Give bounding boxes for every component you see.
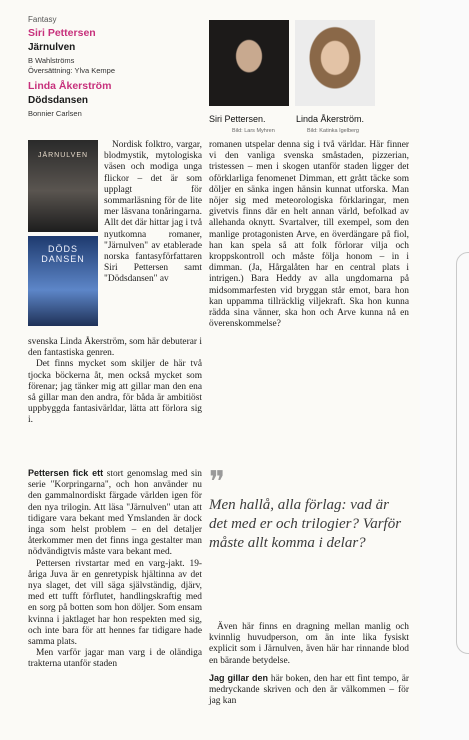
paragraph: Men varför jagar man varg i de oländiga trakterna utanför staden	[28, 648, 202, 670]
section-label: Fantasy	[28, 15, 57, 24]
pull-quote: Men hallå, alla förlag: vad är det med er och trilogier? Varför måste allt komma i delar?	[209, 497, 402, 551]
photo-credit-2: Bild: Katinka Igelberg	[307, 128, 359, 134]
paragraph: Det finns mycket som skiljer de här två tjocka böckerna åt, men också mycket som förenar; jag tänker mig att gillar man den ena så gillar man den andra, för båda är ambitiöst uppbyggda fantasivärldar, lätta att förlora sig i.	[28, 359, 202, 426]
author-photo-pettersen	[209, 20, 289, 106]
paragraph: Även här finns en dragning mellan manlig och kvinnlig huvudperson, om än inte lika fysiskt explicit som i Järnulven, även här har rinnande blod en bärande betydelse.	[209, 622, 409, 666]
intro-text: Nordisk folktro, vargar, blodmystik, mytologiska väsen och modiga unga flickor – det är som upplagt för sommarläsning för de lite mer läsvana tonåringarna. Allt det där hittar jag i två nyutkomna romaner, "Järnulven" av etablerade norska fantasyförfattaren Siri Pettersen samt "Dödsdansen" av	[104, 140, 202, 285]
book-author-1: Siri Pettersen	[28, 27, 96, 39]
paragraph: Pettersen rivstartar med en varg-jakt. 19-åriga Juva är en genretypisk hjältinna av det nya slaget, det vill säga självständig, djärv, med ett tufft förflutet, handlingskraftig med en sorg på botten som hon döljer. Som ensam kvinna i jaktlaget har hon respekten med sig, och inte bara för att hennes far tidigare hade samma plats.	[28, 558, 202, 648]
book-title-2: Dödsdansen	[28, 95, 89, 106]
paragraph	[28, 468, 202, 559]
paragraph: svenska Linda Åkerström, som här debuterar i den fantastiska genren.	[28, 337, 202, 359]
right-column-text-lower	[209, 622, 409, 707]
paragraph-text: stort genomslag med sin serie "Korpringarna", och hon använder nu den gammalnordiskt färgade världen igen för den nya trilogin. Att läsa "Järnulven" utan att tidigare vara bekant med Ymslanden är dock inga som helst problem – en del detaljer återkommer men det finns inga gestalter man nödvändigtvis måste vara bekant med.	[28, 469, 202, 558]
lead-in: Pettersen fick ett	[28, 468, 104, 478]
paragraph: romanen utspelar denna sig i två världar. Här finner vi den vanliga svenska småstaden, pizzerian, tristessen – men i skogen utanför staden ligger det oförklarliga fenomenet Dimman, ett grått täcke som döljer en sänka ingen hänsin kunnat utforska. Man nöjer sig med meteorologiska förklaringar, men givetvis finns där en helt annan värld, befolkad av allehanda oknytt. Svartalver, till exempel, som den manlige protagonisten Arve, en överdängare på fiol, han kan spela så att folk förlorar vilja och kroppskontroll och måste följa honom – in i dimman. (Ja, Hårgalåten har en central plats i intrigen.) Bara Heddy av alla ungdomarna på midsommarfesten vid bryggan står emot, bara hon kan uppamma tillräcklig viljekraft. Ska hon kunna rädda sina vänner, ska hon och Arve kunna nå en överenskommelse?	[209, 140, 409, 330]
book-title-1: Järnulven	[28, 42, 76, 53]
cover-title-2: DÖDS DANSEN	[41, 244, 85, 264]
photo-caption-1: Siri Pettersen.	[209, 114, 266, 124]
book-publisher-2: Bonnier Carlsen	[28, 109, 82, 118]
book-translation-1: Översättning: Ylva Kempe	[28, 66, 115, 75]
book-publisher-1: B Wahlströms	[28, 56, 75, 65]
lead-in: Jag gillar den	[209, 672, 269, 683]
quote-mark-icon: ❞	[209, 466, 226, 499]
cover-title-1: JÄRNULVEN	[37, 152, 89, 159]
book-author-2: Linda Åkerström	[28, 80, 112, 92]
book-cover-dodsdansen	[28, 236, 98, 326]
paragraph-text: här boken, den har ett fint tempo, är medryckande skriven och den är välkommen – för jag kan	[209, 673, 409, 707]
photo-caption-2: Linda Åkerström.	[296, 114, 365, 124]
author-photo-akerstrom	[295, 20, 375, 106]
left-column-text	[28, 337, 202, 427]
left-column-text-lower	[28, 468, 202, 671]
device-frame	[456, 252, 469, 654]
book-cover-jarnulven	[28, 140, 98, 232]
intro-paragraph	[104, 140, 202, 286]
paragraph	[209, 673, 409, 708]
right-column-text	[209, 140, 409, 330]
photo-credit-1: Bild: Lars Myhren	[232, 128, 275, 134]
viewer-side-panel	[420, 0, 469, 740]
